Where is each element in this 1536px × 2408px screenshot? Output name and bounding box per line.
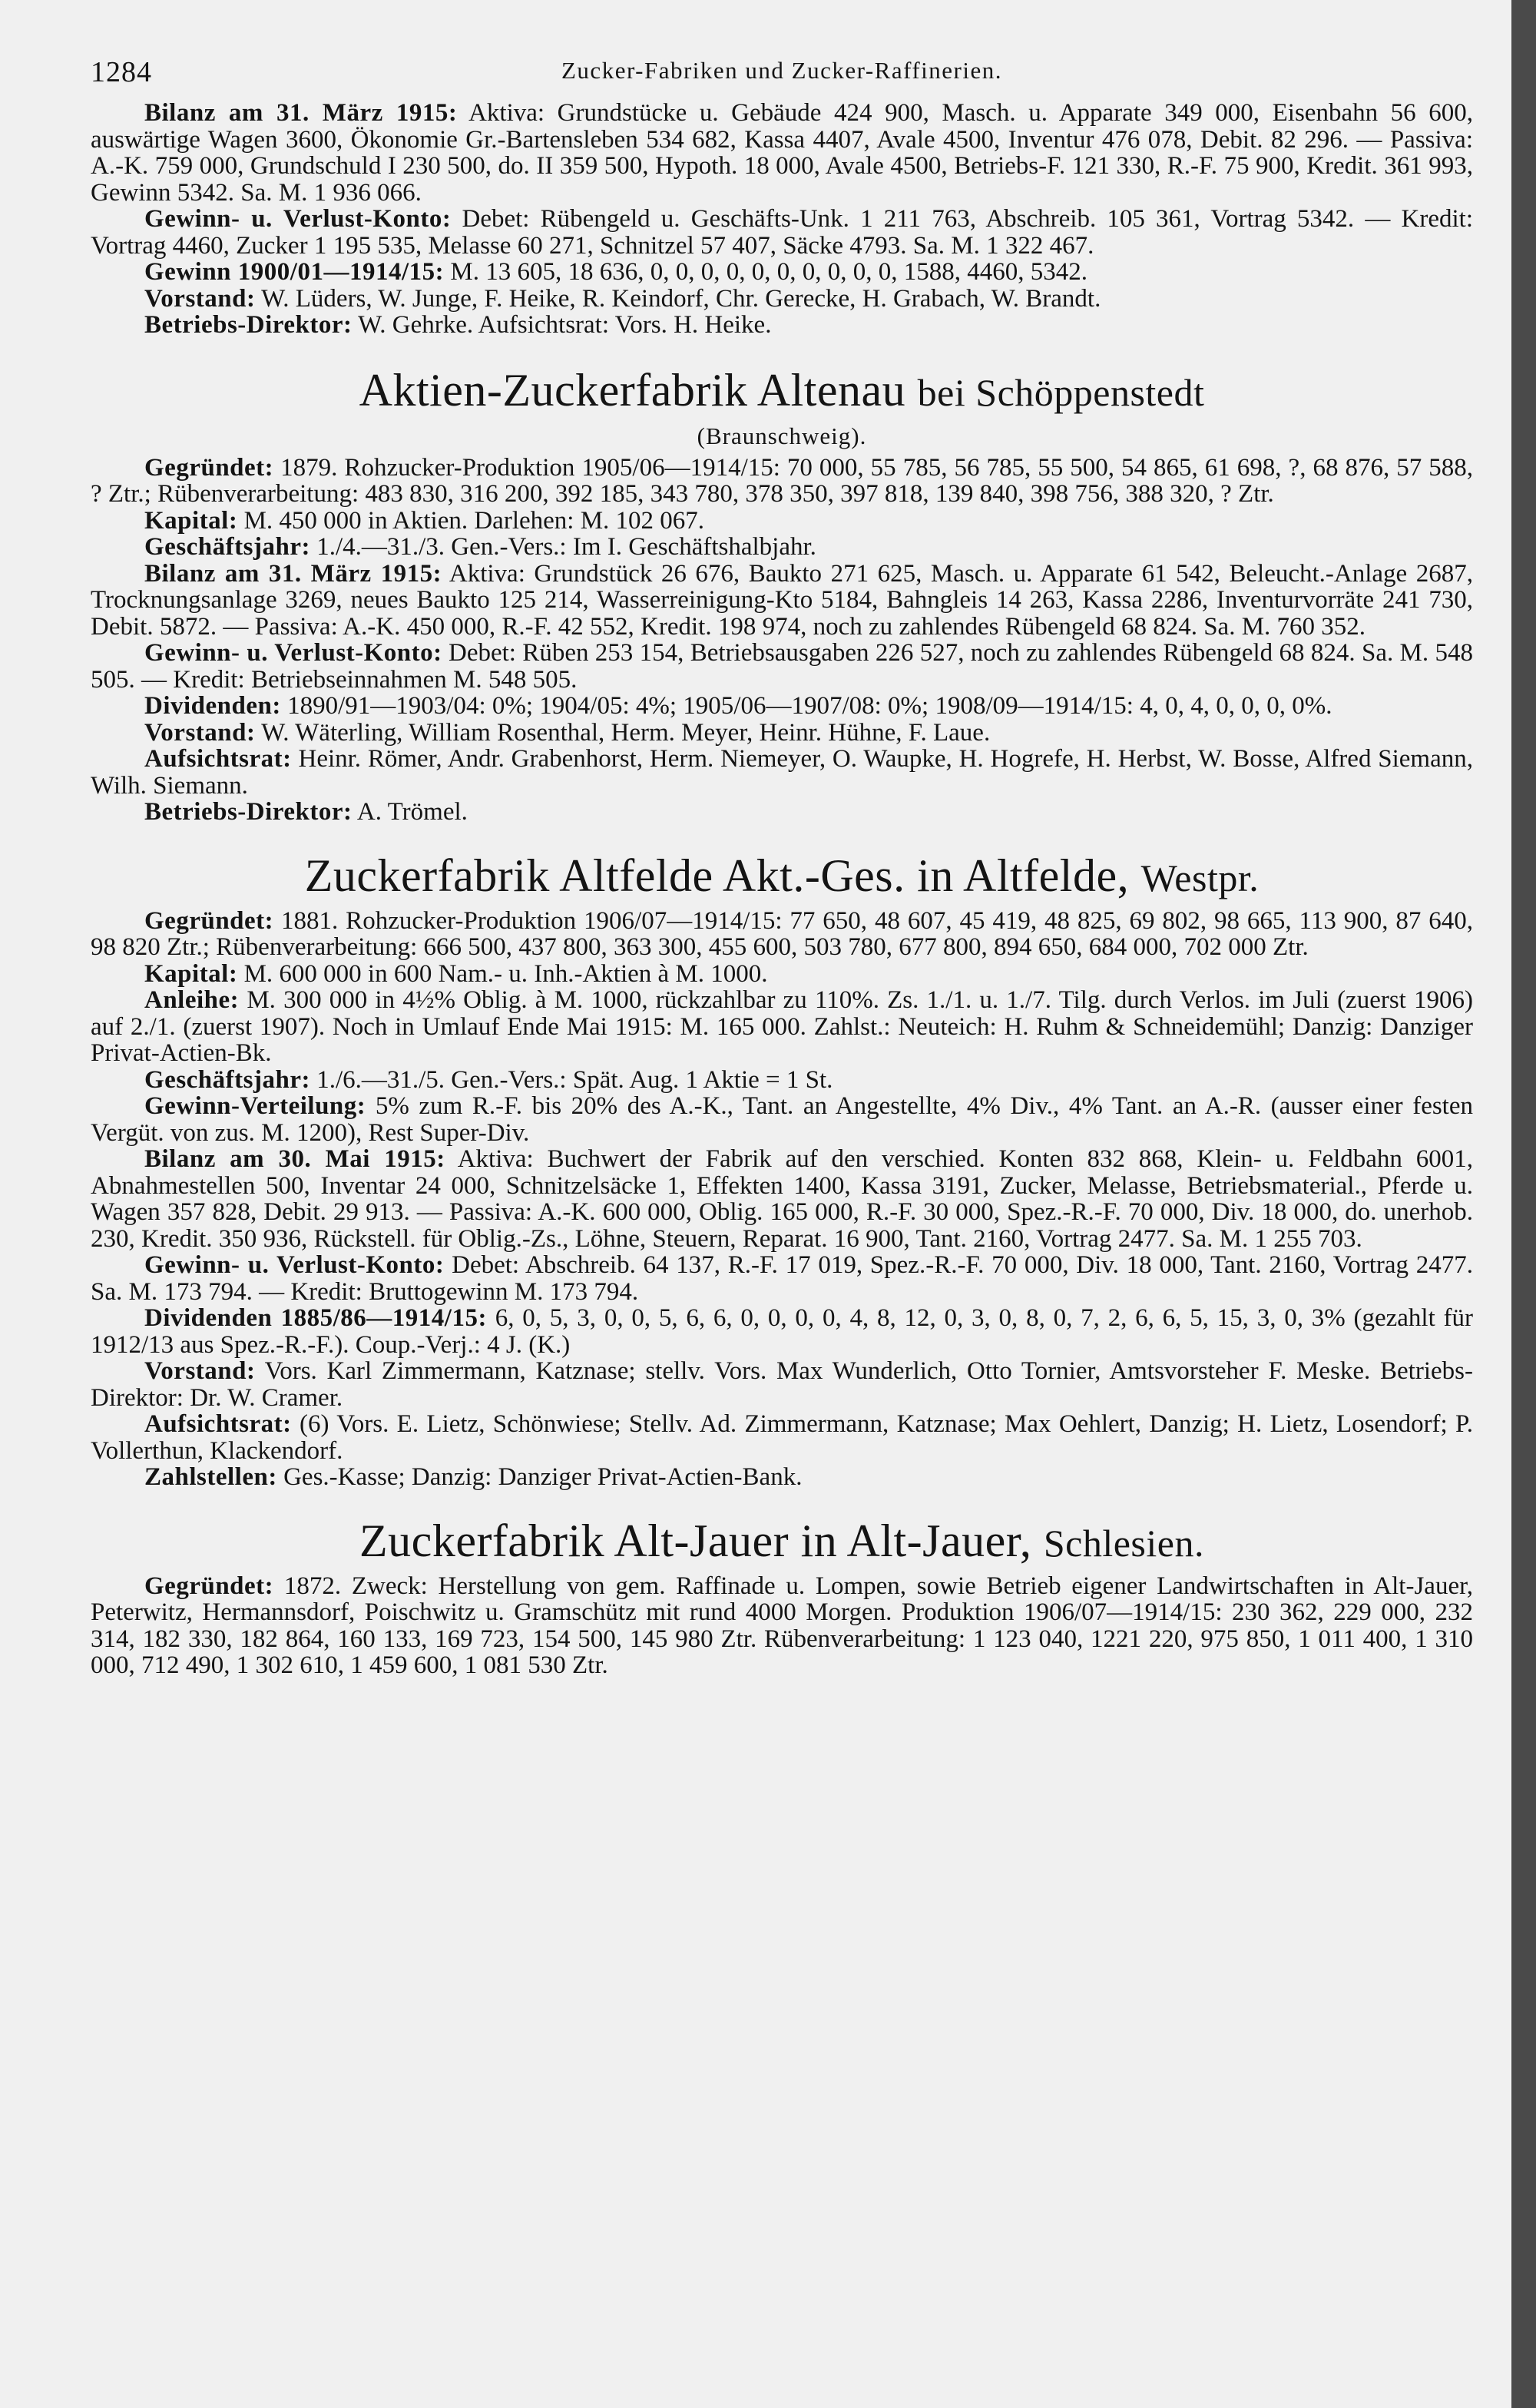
- para-text: 6, 0, 5, 3, 0, 0, 5, 6, 6, 0, 0, 0, 0, 4, 8, 12, 0, 3, 0, 8, 0, 7, 2, 6, 6, 5, 15, 3, 0, 3% (gezahlt für 1912/13 aus Spez.-R.-F.). Coup.-Verj.: 4 J. (K.): [91, 1304, 1473, 1359]
- company-entry-altfelde: [91, 849, 1473, 1491]
- para-label: Bilanz am 31. März 1915:: [144, 559, 442, 588]
- page-edge-shadow: [1511, 0, 1536, 2408]
- entry-paragraph: [91, 987, 1473, 1067]
- para-text: Aktiva: Buchwert der Fabrik auf den verschied. Konten 832 868, Klein- u. Feldbahn 6001, Abnahmestellen 500, Inventar 24 000, Schnitzelsäcke 1, Effekten 1400, Kassa 3191, Zucker, Melasse, Betriebsmaterial., Pferde u. Wagen 357 828, Debit. 29 913. — Passiva: A.-K. 600 000, Oblig. 165 000, R.-F. 30 000, Spez.-R.-F. 70 000, Div. 18 000, do. unerhob. 230, Kredit. 350 936, Rückstell. für Oblig.-Zs., Löhne, Steuern, Reparat. 16 900, Tant. 2160, Vortrag 2477. Sa. M. 1 255 703.: [91, 1145, 1473, 1253]
- para-label: Vorstand:: [144, 1357, 256, 1385]
- para-text: Aktiva: Grundstück 26 676, Baukto 271 625, Masch. u. Apparate 61 542, Beleucht.-Anlage 2687, Trocknungsanlage 3269, neues Baukto 125 214, Wasserreinigung-Kto 5184, Bahngleis 14 263, Kassa 2286, Inventurvorräte 241 730, Debit. 5872. — Passiva: A.-K. 450 000, R.-F. 42 552, Kredit. 198 974, noch zu zahlendes Rübengeld 68 824. Sa. M. 760 352.: [91, 559, 1473, 641]
- para-text: 1890/91—1903/04: 0%; 1904/05: 4%; 1905/06—1907/08: 0%; 1908/09—1914/15: 4, 0, 4, 0, 0, 0, 0%.: [287, 692, 1332, 720]
- company-title: [91, 1514, 1473, 1570]
- company-location: Schlesien.: [1043, 1521, 1204, 1565]
- para-label: Gewinn 1900/01—1914/15:: [144, 258, 445, 286]
- para-label: Betriebs-Direktor:: [144, 798, 353, 826]
- entry-paragraph: [91, 1146, 1473, 1252]
- entry-paragraph: [91, 1411, 1473, 1464]
- company-entry-alt-jauer: [91, 1514, 1473, 1679]
- entry-paragraph: [91, 1067, 1473, 1094]
- entry-paragraph: [91, 1464, 1473, 1491]
- para-label: Bilanz am 30. Mai 1915:: [144, 1145, 445, 1173]
- entry-paragraph: [91, 1093, 1473, 1146]
- para-label: Gegründet:: [144, 1572, 274, 1600]
- page-number: 1284: [91, 56, 152, 88]
- para-text: W. Gehrke. Aufsichtsrat: Vors. H. Heike.: [358, 311, 772, 339]
- para-label: Kapital:: [144, 959, 238, 988]
- para-label: Geschäftsjahr:: [144, 533, 310, 561]
- para-label: Gewinn- u. Verlust-Konto:: [144, 1251, 445, 1279]
- entry-paragraph: [91, 961, 1473, 988]
- entry-paragraph: [91, 1252, 1473, 1305]
- company-name: Zuckerfabrik Alt-Jauer in Alt-Jauer,: [359, 1515, 1032, 1566]
- para-text: Debet: Rüben 253 154, Betriebsausgaben 226 527, noch zu zahlendes Rübengeld 68 824. Sa. M. 548 505. — Kredit: Betriebseinnahmen M. 548 505.: [91, 639, 1473, 694]
- para-label: Anleihe:: [144, 986, 240, 1014]
- intro-entry: [91, 100, 1473, 339]
- para-text: 1./4.—31./3. Gen.-Vers.: Im I. Geschäftshalbjahr.: [316, 533, 816, 561]
- entry-paragraph: [91, 799, 1473, 826]
- intro-paragraph: [91, 206, 1473, 259]
- company-title: [91, 849, 1473, 905]
- para-label: Vorstand:: [144, 718, 256, 747]
- entry-paragraph: [91, 908, 1473, 961]
- para-text: M. 13 605, 18 636, 0, 0, 0, 0, 0, 0, 0, 0, 0, 0, 1588, 4460, 5342.: [450, 258, 1087, 286]
- entry-paragraph: [91, 1573, 1473, 1679]
- para-text: 1879. Rohzucker-Produktion 1905/06—1914/15: 70 000, 55 785, 56 785, 55 500, 54 865, 61 698, ?, 68 876, 57 588, ? Ztr.; Rübenverarbeitung: 483 830, 316 200, 392 185, 343 780, 378 350, 397 818, 139 840, 398 756, 388 320, ? Ztr.: [91, 453, 1473, 508]
- para-label: Dividenden 1885/86—1914/15:: [144, 1304, 487, 1332]
- para-text: M. 600 000 in 600 Nam.- u. Inh.-Aktien à M. 1000.: [243, 959, 768, 988]
- para-label: Gegründet:: [144, 906, 274, 935]
- entry-paragraph: [91, 455, 1473, 508]
- para-label: Kapital:: [144, 506, 238, 535]
- para-text: W. Lüders, W. Junge, F. Heike, R. Keindorf, Chr. Gerecke, H. Grabach, W. Brandt.: [261, 284, 1101, 313]
- intro-paragraph: [91, 286, 1473, 313]
- company-subtitle: (Braunschweig).: [697, 422, 867, 449]
- company-location: bei Schöppenstedt: [917, 370, 1205, 414]
- entry-paragraph: [91, 746, 1473, 799]
- para-text: 5% zum R.-F. bis 20% des A.-K., Tant. an Angestellte, 4% Div., 4% Tant. an A.-R. (ausser einer festen Vergüt. von zus. M. 1200), Rest Super-Div.: [91, 1092, 1473, 1147]
- page-header: [91, 38, 1473, 100]
- para-label: Gegründet:: [144, 453, 274, 482]
- company-name: Aktien-Zuckerfabrik Altenau: [359, 364, 906, 416]
- intro-paragraph: [91, 259, 1473, 286]
- para-text: Aktiva: Grundstücke u. Gebäude 424 900, Masch. u. Apparate 349 000, Eisenbahn 56 600, auswärtige Wagen 3600, Ökonomie Gr.-Bartensleben 534 682, Kassa 4407, Avale 4500, Inventur 476 078, Debit. 82 296. — Passiva: A.-K. 759 000, Grundschuld I 230 500, do. II 359 500, Hypoth. 18 000, Avale 4500, Betriebs-F. 121 330, R.-F. 75 900, Kredit. 361 993, Gewinn 5342. Sa. M. 1 936 066.: [91, 99, 1473, 207]
- company-title: [91, 363, 1473, 419]
- para-text: M. 450 000 in Aktien. Darlehen: M. 102 067.: [243, 506, 705, 535]
- company-entry-altenau: [91, 363, 1473, 826]
- running-title: Zucker-Fabriken und Zucker-Raffinerien.: [561, 57, 1002, 84]
- para-label: Gewinn- u. Verlust-Konto:: [144, 639, 442, 667]
- intro-paragraph: [91, 312, 1473, 339]
- entry-paragraph: [91, 1358, 1473, 1411]
- entry-paragraph: [91, 1305, 1473, 1358]
- para-text: W. Wäterling, William Rosenthal, Herm. Meyer, Heinr. Hühne, F. Laue.: [261, 718, 991, 747]
- entry-paragraph: [91, 561, 1473, 641]
- para-label: Bilanz am 31. März 1915:: [144, 99, 458, 127]
- para-text: Debet: Abschreib. 64 137, R.-F. 17 019, Spez.-R.-F. 70 000, Div. 18 000, Tant. 2160, Vortrag 2477. Sa. M. 173 794. — Kredit: Bruttogewinn M. 173 794.: [91, 1251, 1474, 1306]
- para-text: 1872. Zweck: Herstellung von gem. Raffinade u. Lompen, sowie Betrieb eigener Landwirtschaften in Alt-Jauer, Peterwitz, Hermannsdorf, Poischwitz u. Gramschütz mit rund 4000 Morgen. Produktion 1906/07—1914/15: 230 362, 229 000, 232 314, 182 330, 182 864, 160 133, 169 723, 154 500, 145 980 Ztr. Rübenverarbeitung: 1 123 040, 1221 220, 975 850, 1 011 400, 1 310 000, 712 490, 1 302 610, 1 459 600, 1 081 530 Ztr.: [91, 1572, 1474, 1679]
- entry-paragraph: [91, 693, 1473, 720]
- para-text: Ges.-Kasse; Danzig: Danziger Privat-Actien-Bank.: [283, 1463, 803, 1491]
- entry-paragraph: [91, 640, 1473, 693]
- para-text: Debet: Rübengeld u. Geschäfts-Unk. 1 211 763, Abschreib. 105 361, Vortrag 5342. — Kredit: Vortrag 4460, Zucker 1 195 535, Melasse 60 271, Schnitzel 57 407, Säcke 4793. Sa. M. 1 322 467.: [91, 205, 1473, 260]
- para-text: (6) Vors. E. Lietz, Schönwiese; Stellv. Ad. Zimmermann, Katznase; Max Oehlert, Danzig; H. Lietz, Losendorf; P. Vollerthun, Klackendorf.: [91, 1410, 1473, 1465]
- para-label: Zahlstellen:: [144, 1463, 277, 1491]
- entry-paragraph: [91, 508, 1473, 535]
- para-text: Vors. Karl Zimmermann, Katznase; stellv. Vors. Max Wunderlich, Otto Tornier, Amtsvorsteher F. Meske. Betriebs-Direktor: Dr. W. Cramer.: [91, 1357, 1473, 1412]
- para-label: Gewinn-Verteilung:: [144, 1092, 366, 1120]
- page-content: [91, 38, 1473, 1679]
- para-label: Aufsichtsrat:: [144, 1410, 292, 1438]
- para-text: 1881. Rohzucker-Produktion 1906/07—1914/15: 77 650, 48 607, 45 419, 48 825, 69 802, 98 665, 113 900, 87 640, 98 820 Ztr.; Rübenverarbeitung: 666 500, 437 800, 363 300, 455 600, 503 780, 677 800, 894 650, 684 000, 702 000 Ztr.: [91, 906, 1473, 961]
- para-label: Betriebs-Direktor:: [144, 311, 353, 339]
- intro-paragraph: [91, 100, 1473, 206]
- para-label: Dividenden:: [144, 692, 281, 720]
- para-text: A. Trömel.: [356, 798, 468, 826]
- para-label: Aufsichtsrat:: [144, 745, 292, 773]
- entry-paragraph: [91, 534, 1473, 561]
- para-text: Heinr. Römer, Andr. Grabenhorst, Herm. Niemeyer, O. Waupke, H. Hogrefe, H. Herbst, W. Bosse, Alfred Siemann, Wilh. Siemann.: [91, 745, 1474, 800]
- para-label: Gewinn- u. Verlust-Konto:: [144, 205, 452, 233]
- company-location: Westpr.: [1140, 856, 1260, 899]
- para-label: Geschäftsjahr:: [144, 1065, 310, 1094]
- entry-paragraph: [91, 720, 1473, 747]
- para-label: Vorstand:: [144, 284, 256, 313]
- para-text: 1./6.—31./5. Gen.-Vers.: Spät. Aug. 1 Aktie = 1 St.: [316, 1065, 833, 1094]
- company-name: Zuckerfabrik Altfelde Akt.-Ges. in Altfelde,: [304, 850, 1130, 901]
- para-text: M. 300 000 in 4½% Oblig. à M. 1000, rückzahlbar zu 110%. Zs. 1./1. u. 1./7. Tilg. durch Verlos. im Juli (zuerst 1906) auf 2./1. (zuerst 1907). Noch in Umlauf Ende Mai 1915: M. 165 000. Zahlst.: Neuteich: H. Ruhm & Schneidemühl; Danzig: Danziger Privat-Actien-Bk.: [91, 986, 1474, 1067]
